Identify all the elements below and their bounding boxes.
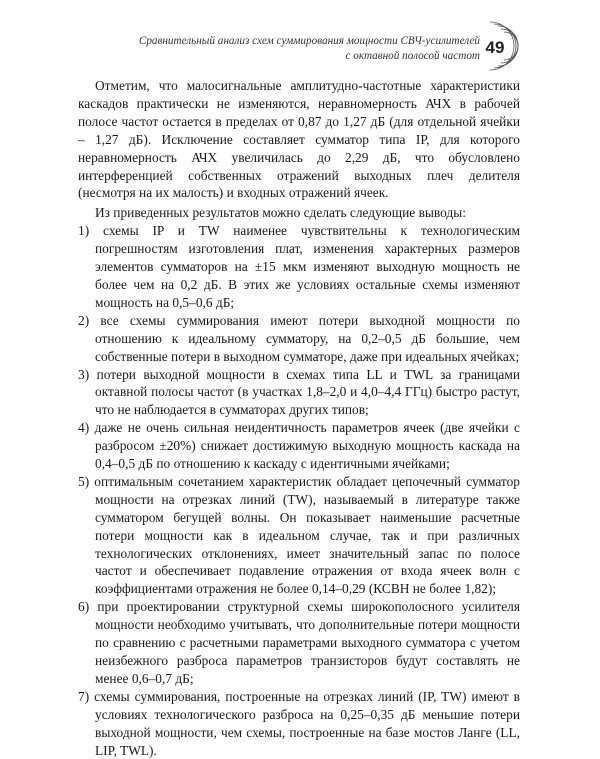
page-body <box>78 77 520 759</box>
list-item-text: при проектировании структурной схемы широкополосного усилителя мощности необходимо учитывать, что дополнительные потери мощности по сравнению с расчетными параметрами выходного сумматора с учетом неизбежного разброса параметров транзисторов будут составлять не менее 0,6–0,7 дБ; <box>95 599 521 686</box>
header-title-line-2: с октавной полосой частот <box>345 50 480 62</box>
list-item <box>78 222 520 312</box>
list-item <box>78 598 520 688</box>
paragraph-intro: Отметим, что малосигнальные амплитудно-частотные характеристики каскадов практически не изменяются, неравномерность АЧХ в рабочей полосе частот остается в пределах от 0,87 до 1,27 дБ (для отдельной ячейки – 1,27 дБ). Исключение составляет сумматор типа IP, для которого неравномерность АЧХ увеличилась до 2,29 дБ, что обусловлено интерференцией собственных отражений выходных плеч делителя (несмотря на их малость) и входных отражений ячеек. <box>78 78 520 201</box>
page-number: 49 <box>485 38 505 57</box>
list-item-number: 4) <box>78 420 90 436</box>
list-item-text: схемы IP и TW наименее чувствительны к технологическим погрешностям изготовления плат, изменения характерных размеров элементов сумматоров на ±15 мкм изменяют выходную мощность не более чем на 0,2 дБ. В этих же условиях остальные схемы изменяют мощность на 0,5–0,6 дБ; <box>95 223 520 310</box>
list-item-number: 1) <box>78 223 90 239</box>
list-item <box>78 366 520 420</box>
list-item-text: оптимальным сочетанием характеристик обладает цепочечный сумматор мощности на отрезках линий (TW), называемый в литературе также сумматором бегущей волны. Он показывает наименьшие расчетные потери мощности как в идеальном случае, так и при различных технологических отклонениях, имеет значительный запас по полосе частот и обеспечивает подавление отражения от входа ячеек волн с коэффициентами отражения не более 0,14–0,29 (КСВН не более 1,82); <box>94 473 521 597</box>
list-item <box>78 312 520 366</box>
running-header <box>60 34 480 64</box>
list-item-number: 6) <box>78 599 90 615</box>
list-item <box>78 688 520 759</box>
list-item-number: 2) <box>78 312 90 328</box>
header-title-line-1: Сравнительный анализ схем суммирования мощности СВЧ-усилителей <box>138 35 480 47</box>
list-item-text: схемы суммирования, построенные на отрезках линий (IP, TW) имеют в условиях технологического разброса на 0,25–0,35 дБ меньшие потери выходной мощности, чем схемы, построенные на базе мостов Ланге (LL, LIP, TWL). <box>94 688 520 758</box>
list-item-text: все схемы суммирования имеют потери выходной мощности по отношению к идеальному сумматору, на 0,2–0,5 дБ большие, чем собственные потери в выходном сумматоре, даже при идеальных ячейках; <box>95 312 520 364</box>
list-item-text: даже не очень сильная неидентичность параметров ячеек (две ячейки с разбросом ±20%) снижает достижимую выходную мощность каскада на 0,4–0,5 дБ по отношению к каскаду с идентичными ячейками; <box>94 420 520 472</box>
list-item-text: потери выходной мощности в схемах типа LL и TWL за границами октавной полосы частот (в участках 1,8–2,0 и 4,0–4,4 ГГц) быстро растут, что не наблюдается в сумматорах других типов; <box>95 366 520 418</box>
list-item-number: 5) <box>78 473 90 489</box>
list-item-number: 7) <box>78 688 90 704</box>
paragraph-conclusions-lead: Из приведенных результатов можно сделать следующие выводы: <box>95 205 466 221</box>
list-item <box>78 473 520 598</box>
list-item <box>78 419 520 473</box>
list-item-number: 3) <box>78 366 90 382</box>
conclusions-list <box>78 222 520 759</box>
